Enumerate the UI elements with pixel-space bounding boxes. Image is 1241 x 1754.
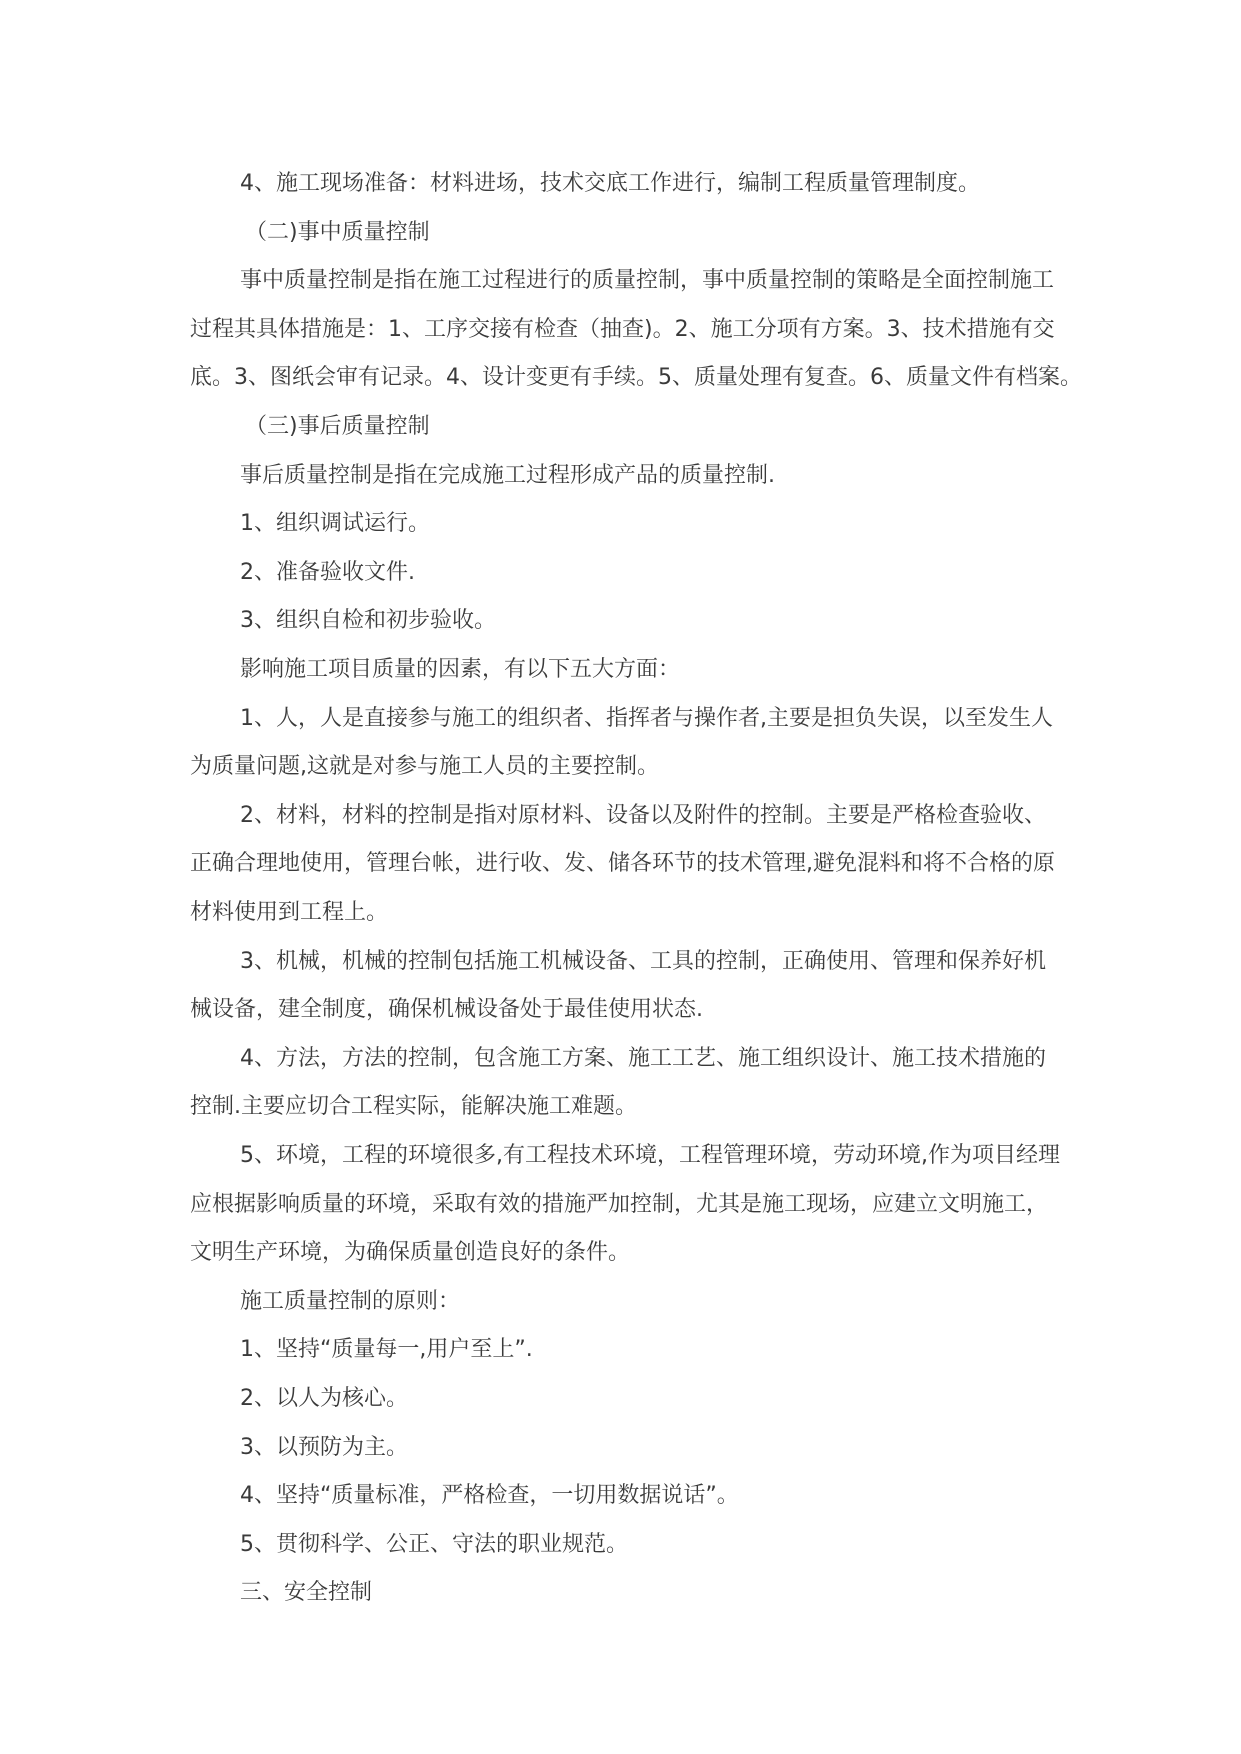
paragraph-line: 4、坚持“质量标准，严格检查，一切用数据说话”。	[240, 1483, 739, 1509]
paragraph-line: 5、环境，工程的环境很多,有工程技术环境，工程管理环境，劳动环境,作为项目经理	[240, 1143, 1060, 1168]
paragraph-line: 施工质量控制的原则：	[240, 1288, 461, 1314]
paragraph-line: 3、组织自检和初步验收。	[240, 608, 496, 634]
paragraph-line: 为质量问题,这就是对参与施工人员的主要控制。	[190, 754, 659, 780]
paragraph-line: 应根据影响质量的环境，采取有效的措施严加控制，尤其是施工现场，应建立文明施工，	[190, 1191, 1049, 1217]
paragraph-line: 1、人，人是直接参与施工的组织者、指挥者与操作者,主要是担负失误，以至发生人	[240, 705, 1053, 731]
paragraph-line: 事中质量控制是指在施工过程进行的质量控制，事中质量控制的策略是全面控制施工	[240, 268, 1055, 294]
paragraph-line: （三)事后质量控制	[245, 414, 430, 439]
paragraph-line: 2、准备验收文件.	[240, 559, 415, 585]
paragraph-line: 控制.主要应切合工程实际，能解决施工难题。	[190, 1094, 637, 1120]
paragraph-line: 4、施工现场准备：材料进场，技术交底工作进行，编制工程质量管理制度。	[240, 171, 980, 196]
paragraph-line: 2、以人为核心。	[240, 1386, 408, 1411]
paragraph-line: 底。3、图纸会审有记录。4、设计变更有手续。5、质量处理有复查。6、质量文件有档案。	[190, 365, 1082, 391]
paragraph-line: 3、机械，机械的控制包括施工机械设备、工具的控制，正确使用、管理和保养好机	[240, 948, 1046, 974]
paragraph-line: 1、组织调试运行。	[240, 511, 430, 537]
paragraph-line: 材料使用到工程上。	[190, 900, 389, 925]
paragraph-line: 械设备，建全制度，确保机械设备处于最佳使用状态.	[190, 997, 703, 1023]
paragraph-line: 正确合理地使用，管理台帐，进行收、发、储各环节的技术管理,避免混料和将不合格的原	[190, 851, 1055, 877]
paragraph-line: 文明生产环境，为确保质量创造良好的条件。	[190, 1240, 631, 1266]
paragraph-line: 事后质量控制是指在完成施工过程形成产品的质量控制.	[240, 462, 775, 488]
paragraph-line: 5、贯彻科学、公正、守法的职业规范。	[240, 1531, 628, 1557]
paragraph-line: 1、坚持“质量每一,用户至上”.	[240, 1337, 533, 1363]
paragraph-line: 4、方法，方法的控制，包含施工方案、施工工艺、施工组织设计、施工技术措施的	[240, 1045, 1046, 1071]
paragraph-line: 影响施工项目质量的因素，有以下五大方面：	[240, 657, 681, 682]
paragraph-line: 3、以预防为主。	[240, 1434, 408, 1460]
paragraph-line: 2、材料，材料的控制是指对原材料、设备以及附件的控制。主要是严格检查验收、	[240, 802, 1046, 828]
paragraph-line: 三、安全控制	[240, 1580, 373, 1606]
paragraph-line: （二)事中质量控制	[245, 219, 430, 245]
paragraph-line: 过程其具体措施是：1、工序交接有检查（抽查)。2、施工分项有方案。3、技术措施有交	[190, 316, 1055, 342]
